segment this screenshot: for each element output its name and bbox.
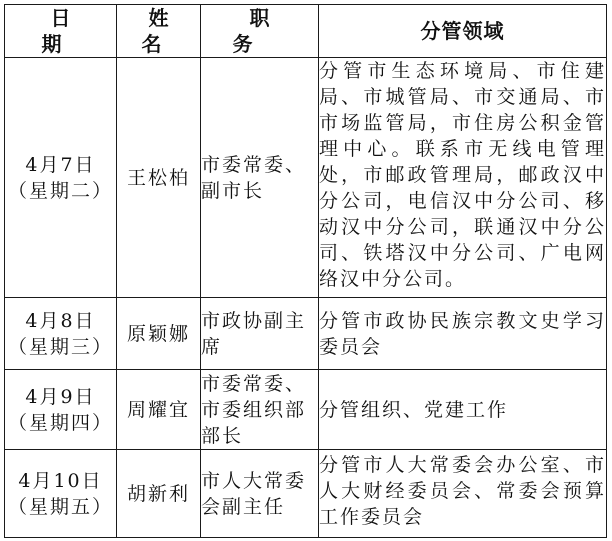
- table-row: [5, 370, 607, 450]
- date-cell: [5, 450, 117, 538]
- scope-cell: 分管市人大常委会办公室、市人大财经委员会、常委会预算工作委员会: [319, 450, 607, 538]
- name-cell: 周耀宜: [117, 370, 201, 450]
- date-cell: [5, 370, 117, 450]
- date-cell: [5, 58, 117, 298]
- table-header-row: [5, 5, 607, 58]
- title-cell: 市委常委、市委组织部部长: [201, 370, 319, 450]
- scope-cell: 分管市生态环境局、市住建局、市城管局、市交通局、市市场监管局，市住房公积金管理中心。联系市无线电管理处，市邮政管理局，邮政汉中分公司，电信汉中分公司、移动汉中分公司，联通汉中分公司、铁塔汉中分公司、广电网络汉中分公司。: [319, 58, 607, 298]
- name-cell: 王松柏: [117, 58, 201, 298]
- header-date: 日 期: [5, 5, 117, 58]
- date-text: 4月8日: [25, 309, 96, 332]
- scope-cell: 分管市政协民族宗教文史学习委员会: [319, 298, 607, 370]
- leadership-schedule-table: [4, 4, 607, 538]
- scope-cell: 分管组织、党建工作: [319, 370, 607, 450]
- name-cell: 胡新利: [117, 450, 201, 538]
- title-cell: 市政协副主席: [201, 298, 319, 370]
- name-cell: 原颖娜: [117, 298, 201, 370]
- header-name: 姓 名: [117, 5, 201, 58]
- weekday-text: （星期五）: [7, 495, 113, 518]
- weekday-text: （星期四）: [7, 411, 113, 434]
- header-title: 职 务: [201, 5, 319, 58]
- table-row: [5, 298, 607, 370]
- date-text: 4月9日: [25, 385, 96, 408]
- date-cell: [5, 298, 117, 370]
- weekday-text: （星期二）: [7, 179, 113, 202]
- date-text: 4月7日: [25, 153, 96, 176]
- header-scope: 分管领域: [319, 5, 607, 58]
- table-row: [5, 450, 607, 538]
- title-cell: 市委常委、副市长: [201, 58, 319, 298]
- title-cell: 市人大常委会副主任: [201, 450, 319, 538]
- weekday-text: （星期三）: [7, 335, 113, 358]
- table-row: [5, 58, 607, 298]
- date-text: 4月10日: [18, 469, 103, 492]
